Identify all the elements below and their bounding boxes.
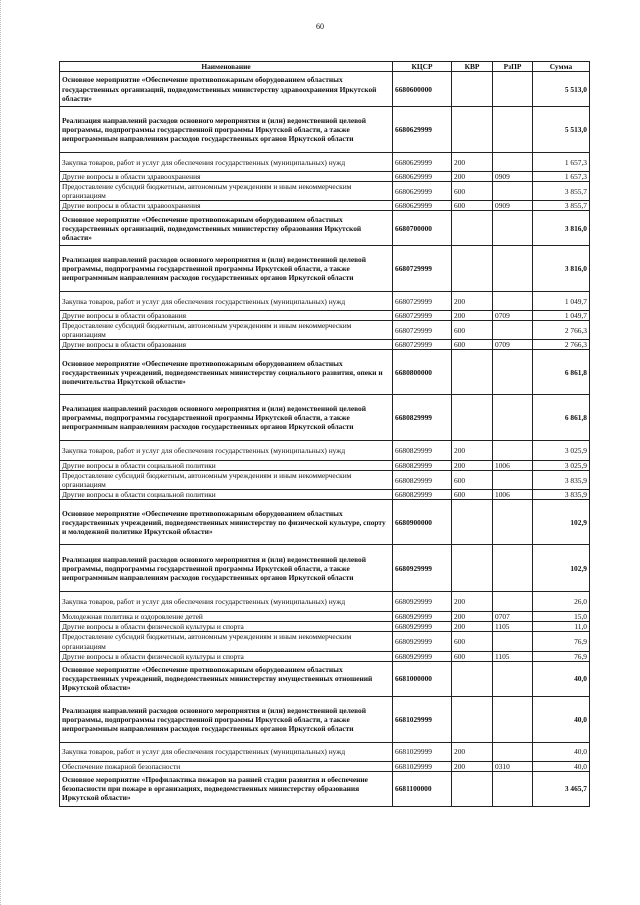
cell-sum: 6 861,8 (533, 350, 590, 395)
cell-sum: 40,0 (533, 742, 590, 761)
cell-sum: 3 816,0 (533, 211, 590, 246)
cell-kcsr: 6680929999 (393, 622, 452, 632)
header-kcsr: КЦСР (393, 62, 452, 72)
cell-kvr (452, 350, 493, 395)
cell-rzpr: 1105 (493, 651, 533, 661)
cell-kcsr: 6680929999 (393, 592, 452, 612)
cell-sum: 40,0 (533, 661, 590, 696)
cell-name: Предоставление субсидий бюджетным, автономным учреждениям и иным некоммерческим организациям (60, 321, 393, 340)
cell-rzpr (493, 246, 533, 292)
cell-kvr: 200 (452, 612, 493, 622)
cell-name: Закупка товаров, работ и услуг для обеспечения государственных (муниципальных) нужд (60, 441, 393, 461)
cell-kvr (452, 107, 493, 153)
cell-sum: 1 049,7 (533, 292, 590, 311)
cell-sum: 40,0 (533, 696, 590, 742)
cell-kvr: 200 (452, 292, 493, 311)
table-row (60, 201, 590, 211)
cell-kvr (452, 545, 493, 592)
cell-sum: 76,9 (533, 651, 590, 661)
cell-sum: 40,0 (533, 761, 590, 771)
cell-name: Другие вопросы в области социальной политики (60, 461, 393, 471)
cell-kcsr: 6680629999 (393, 201, 452, 211)
table-row (60, 292, 590, 311)
cell-kvr: 200 (452, 441, 493, 461)
cell-kcsr: 6680729999 (393, 311, 452, 321)
cell-kcsr: 6680729999 (393, 340, 452, 350)
cell-kcsr: 6680629999 (393, 107, 452, 153)
cell-kcsr: 6680829999 (393, 441, 452, 461)
table-row (60, 696, 590, 742)
cell-name: Закупка товаров, работ и услуг для обеспечения государственных (муниципальных) нужд (60, 153, 393, 172)
cell-rzpr (493, 500, 533, 545)
cell-kcsr: 6680629999 (393, 153, 452, 172)
table-row (60, 612, 590, 622)
cell-kcsr: 6681029999 (393, 742, 452, 761)
cell-rzpr: 0909 (493, 201, 533, 211)
table-row (60, 661, 590, 696)
scan-edge (0, 0, 4, 905)
cell-sum: 1 049,7 (533, 311, 590, 321)
table-row (60, 461, 590, 471)
cell-kcsr: 6680629999 (393, 172, 452, 182)
cell-name: Основное мероприятие «Обеспечение противопожарным оборудованием областных государственных учреждений, подведомственных министерству по физической культуре, спорту и молодежной политике Иркутской области» (60, 500, 393, 545)
table-row (60, 72, 590, 107)
cell-sum: 6 861,8 (533, 395, 590, 441)
cell-kcsr: 6681100000 (393, 771, 452, 806)
table-row (60, 742, 590, 761)
cell-name: Закупка товаров, работ и услуг для обеспечения государственных (муниципальных) нужд (60, 592, 393, 612)
cell-kcsr: 6680829999 (393, 471, 452, 490)
table-row (60, 340, 590, 350)
cell-rzpr (493, 441, 533, 461)
cell-rzpr: 0310 (493, 761, 533, 771)
cell-name: Другие вопросы в области здравоохранения (60, 201, 393, 211)
cell-kcsr: 6680929999 (393, 612, 452, 622)
cell-name: Реализация направлений расходов основного мероприятия и (или) ведомственной целевой программы, подпрограммы государственной программы Иркутской области, а также непрограммным направлениям расходов государственных органов Иркутской области (60, 246, 393, 292)
cell-kcsr: 6680929999 (393, 545, 452, 592)
cell-rzpr: 0909 (493, 172, 533, 182)
cell-name: Основное мероприятие «Профилактика пожаров на ранней стадии развития и обеспечение безопасности при пожаре в организациях, подведомственных министерству образования Иркутской области» (60, 771, 393, 806)
cell-name: Другие вопросы в области физической культуры и спорта (60, 622, 393, 632)
cell-sum: 2 766,3 (533, 321, 590, 340)
cell-rzpr (493, 211, 533, 246)
table-row (60, 321, 590, 340)
cell-sum: 3 835,9 (533, 471, 590, 490)
cell-rzpr (493, 395, 533, 441)
cell-rzpr (493, 632, 533, 651)
table-row (60, 395, 590, 441)
cell-rzpr: 0707 (493, 612, 533, 622)
cell-kcsr: 6680729999 (393, 292, 452, 311)
table-row (60, 441, 590, 461)
cell-rzpr (493, 107, 533, 153)
table-row (60, 471, 590, 490)
cell-rzpr: 1105 (493, 622, 533, 632)
page-number: 60 (316, 22, 324, 31)
header-rzpr: РзПР (493, 62, 533, 72)
cell-kvr: 200 (452, 761, 493, 771)
cell-sum: 5 513,0 (533, 72, 590, 107)
cell-kcsr: 6680800000 (393, 350, 452, 395)
cell-kcsr: 6681000000 (393, 661, 452, 696)
cell-kvr: 600 (452, 340, 493, 350)
cell-kcsr: 6680929999 (393, 632, 452, 651)
cell-name: Реализация направлений расходов основного мероприятия и (или) ведомственной целевой программы, подпрограммы государственной программы Иркутской области, а также непрограммным направлениям расходов государственных органов Иркутской области (60, 107, 393, 153)
table-row (60, 311, 590, 321)
cell-sum: 3 465,7 (533, 771, 590, 806)
cell-name: Предоставление субсидий бюджетным, автономным учреждениям и иным некоммерческим организациям (60, 471, 393, 490)
cell-kvr: 600 (452, 490, 493, 500)
cell-name: Закупка товаров, работ и услуг для обеспечения государственных (муниципальных) нужд (60, 742, 393, 761)
cell-kvr: 200 (452, 153, 493, 172)
cell-kvr: 600 (452, 201, 493, 211)
cell-name: Основное мероприятие «Обеспечение противопожарным оборудованием областных государственных организаций, подведомственных министерству здравоохранения Иркутской области» (60, 72, 393, 107)
header-kvr: КВР (452, 62, 493, 72)
cell-name: Реализация направлений расходов основного мероприятия и (или) ведомственной целевой программы, подпрограммы государственной программы Иркутской области, а также непрограммным направлениям расходов государственных органов Иркутской области (60, 395, 393, 441)
table-row (60, 350, 590, 395)
cell-rzpr (493, 153, 533, 172)
cell-sum: 76,9 (533, 632, 590, 651)
cell-rzpr (493, 321, 533, 340)
cell-kvr (452, 72, 493, 107)
table-row (60, 545, 590, 592)
cell-kvr (452, 771, 493, 806)
cell-kcsr: 6680829999 (393, 395, 452, 441)
table-row (60, 761, 590, 771)
cell-kvr: 200 (452, 461, 493, 471)
cell-kvr: 200 (452, 742, 493, 761)
header-sum: Сумма (533, 62, 590, 72)
table-header-row (60, 62, 590, 72)
cell-kcsr: 6680829999 (393, 490, 452, 500)
cell-sum: 3 816,0 (533, 246, 590, 292)
cell-name: Закупка товаров, работ и услуг для обеспечения государственных (муниципальных) нужд (60, 292, 393, 311)
cell-sum: 3 025,9 (533, 461, 590, 471)
cell-name: Другие вопросы в области социальной политики (60, 490, 393, 500)
cell-kvr (452, 211, 493, 246)
cell-rzpr (493, 545, 533, 592)
cell-kvr: 600 (452, 471, 493, 490)
cell-name: Другие вопросы в области здравоохранения (60, 172, 393, 182)
cell-kvr: 200 (452, 622, 493, 632)
cell-name: Основное мероприятие «Обеспечение противопожарным оборудованием областных государственных учреждений, подведомственных министерству имущественных отношений Иркутской области» (60, 661, 393, 696)
budget-table (59, 61, 590, 807)
table-body (60, 72, 590, 807)
cell-name: Реализация направлений расходов основного мероприятия и (или) ведомственной целевой программы, подпрограммы государственной программы Иркутской области, а также непрограммным направлениям расходов государственных органов Иркутской области (60, 545, 393, 592)
table-row (60, 771, 590, 806)
cell-rzpr (493, 72, 533, 107)
cell-kcsr: 6680629999 (393, 182, 452, 201)
header-name: Наименование (60, 62, 393, 72)
table-row (60, 172, 590, 182)
cell-rzpr (493, 771, 533, 806)
cell-kvr: 600 (452, 321, 493, 340)
cell-sum: 102,9 (533, 500, 590, 545)
cell-name: Другие вопросы в области физической культуры и спорта (60, 651, 393, 661)
cell-rzpr: 1006 (493, 461, 533, 471)
table-row (60, 622, 590, 632)
cell-sum: 3 855,7 (533, 182, 590, 201)
cell-sum: 3 025,9 (533, 441, 590, 461)
cell-rzpr (493, 471, 533, 490)
cell-rzpr: 1006 (493, 490, 533, 500)
cell-sum: 15,0 (533, 612, 590, 622)
table-row (60, 153, 590, 172)
cell-kvr (452, 246, 493, 292)
cell-name: Основное мероприятие «Обеспечение противопожарным оборудованием областных государственных организаций, подведомственных министерству образования Иркутской области» (60, 211, 393, 246)
cell-kcsr: 6680729999 (393, 321, 452, 340)
cell-rzpr: 0709 (493, 311, 533, 321)
table-row (60, 211, 590, 246)
table-row (60, 632, 590, 651)
cell-sum: 11,0 (533, 622, 590, 632)
cell-kvr (452, 696, 493, 742)
cell-rzpr (493, 350, 533, 395)
cell-rzpr (493, 592, 533, 612)
cell-name: Реализация направлений расходов основного мероприятия и (или) ведомственной целевой программы, подпрограммы государственной программы Иркутской области, а также непрограммным направлениям расходов государственных органов Иркутской области (60, 696, 393, 742)
cell-kcsr: 6680600000 (393, 72, 452, 107)
cell-kcsr: 6681029999 (393, 761, 452, 771)
cell-kvr: 200 (452, 172, 493, 182)
cell-kcsr: 6680829999 (393, 461, 452, 471)
cell-rzpr (493, 696, 533, 742)
table-row (60, 246, 590, 292)
cell-rzpr (493, 182, 533, 201)
cell-sum: 1 657,3 (533, 153, 590, 172)
cell-sum: 3 855,7 (533, 201, 590, 211)
table-row (60, 592, 590, 612)
cell-name: Основное мероприятие «Обеспечение противопожарным оборудованием областных государственных учреждений, подведомственных министерству социального развития, опеки и попечительства Иркутской области» (60, 350, 393, 395)
cell-name: Обеспечение пожарной безопасности (60, 761, 393, 771)
cell-rzpr (493, 661, 533, 696)
cell-rzpr: 0709 (493, 340, 533, 350)
cell-name: Другие вопросы в области образования (60, 340, 393, 350)
cell-kvr: 600 (452, 651, 493, 661)
cell-name: Молодежная политика и оздоровление детей (60, 612, 393, 622)
cell-sum: 26,0 (533, 592, 590, 612)
cell-name: Другие вопросы в области образования (60, 311, 393, 321)
cell-kvr: 200 (452, 311, 493, 321)
cell-kcsr: 6680900000 (393, 500, 452, 545)
cell-sum: 1 657,3 (533, 172, 590, 182)
cell-rzpr (493, 292, 533, 311)
cell-kvr (452, 500, 493, 545)
cell-kvr (452, 661, 493, 696)
cell-kvr: 200 (452, 592, 493, 612)
cell-kcsr: 6680929999 (393, 651, 452, 661)
cell-name: Предоставление субсидий бюджетным, автономным учреждениям и иным некоммерческим организациям (60, 182, 393, 201)
table-row (60, 107, 590, 153)
table-row (60, 182, 590, 201)
cell-sum: 2 766,3 (533, 340, 590, 350)
cell-kcsr: 6681029999 (393, 696, 452, 742)
cell-kcsr: 6680729999 (393, 246, 452, 292)
cell-sum: 102,9 (533, 545, 590, 592)
cell-kcsr: 6680700000 (393, 211, 452, 246)
cell-name: Предоставление субсидий бюджетным, автономным учреждениям и иным некоммерческим организациям (60, 632, 393, 651)
cell-kvr: 600 (452, 182, 493, 201)
cell-sum: 3 835,9 (533, 490, 590, 500)
cell-kvr (452, 395, 493, 441)
table-row (60, 500, 590, 545)
table-row (60, 651, 590, 661)
cell-rzpr (493, 742, 533, 761)
cell-kvr: 600 (452, 632, 493, 651)
cell-sum: 5 513,0 (533, 107, 590, 153)
table-row (60, 490, 590, 500)
